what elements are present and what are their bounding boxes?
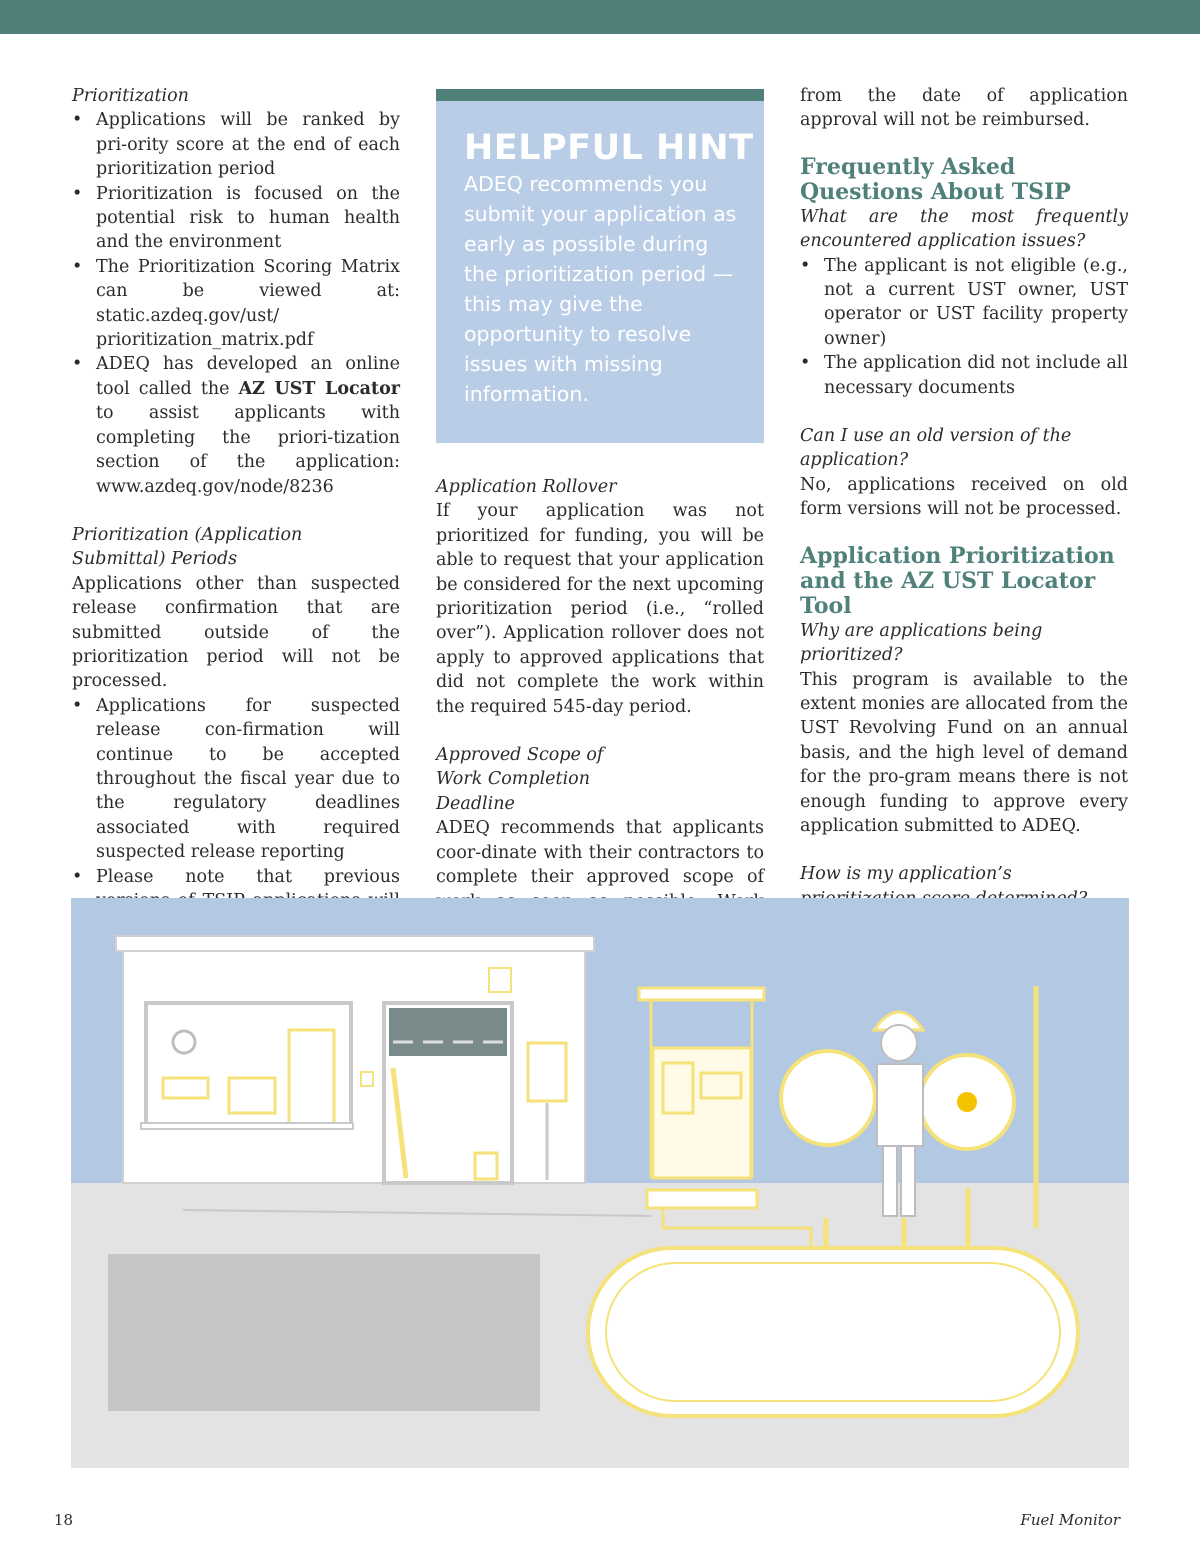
list-item: • Applications will be ranked by pri-ority score at the end of each prioritization period [72,108,400,181]
list-item: • The application did not include all necessary documents [800,351,1128,400]
q1-list [800,254,1128,400]
top-color-bar [0,0,1200,34]
list-item: • The Prioritization Scoring Matrix can be viewed at: static.azdeq.gov/ust/ prioritization_matrix.pdf [72,255,400,353]
locator-text-post: to assist applicants with completing the priori-tization section of the application: www.azdeq.gov/node/8236 [96,403,400,497]
answer-3: This program is available to the extent monies are allocated from the UST Revolving Fund on an annual basis, and the high level of demand for the pro-gram means there is not enough funding to approve every application submitted to ADEQ. [800,669,1128,836]
question-2: Can I use an old version of the application? [800,426,1072,471]
faq-title: Frequently Asked Questions About TSIP [800,153,1071,205]
question-3: Why are applications being prioritized? [800,620,1043,666]
rollover-heading: Application Rollover [436,477,617,497]
helpful-hint-box [436,89,764,443]
gas-station-illustration [71,898,1129,1468]
rollover-text: If your application was not prioritized for funding, you will be able to request that your application be considered for the next upcoming prioritization period (i.e., “rolled over”). Application rollover does not apply to approved applications that did not complete the work within the required 545-day period. [436,501,764,717]
column-middle [436,475,764,938]
buried-slab [108,1254,540,1411]
list-item-locator [72,352,400,498]
hint-top-strip [436,89,764,101]
prioritization-list [72,108,400,499]
list-item: • Applications for suspected release con-firmation will continue to be accepted throughout the fiscal year due to the regulatory deadlines associated with required suspected release reporting [72,694,400,865]
hint-body: ADEQ recommends you submit your application as early as possible during the prioritization period — this may give the opportunity to resolve issues with missing information. [464,172,737,406]
periods-heading: Prioritization (Application Submittal) Periods [72,524,303,570]
continued-text: from the date of application approval will not be reimbursed. [800,86,1128,131]
list-item: • Prioritization is focused on the potential risk to human health and the environment [72,182,400,255]
column-left [72,84,400,987]
scope-heading: Approved Scope of Work Completion Deadline [436,745,604,814]
apt-title: Application Prioritization and the AZ UST Locator Tool [800,542,1115,619]
hint-title: HELPFUL HINT [464,128,754,168]
clock-icon [173,1031,195,1053]
question-4: How is my application’s [800,864,1012,885]
prioritization-heading: Prioritization [72,86,189,106]
list-item: • Please note that previous [72,865,400,987]
page-number: 18 [54,1511,74,1529]
list-item: • The applicant is not eligible (e.g., not a current UST owner, UST operator or UST facility property owner) [800,254,1128,352]
question-1: What are the most frequently encountered application issues? [800,206,1128,252]
publication-title: Fuel Monitor [1020,1511,1120,1529]
locator-text-pre: ADEQ has developed an online tool called the [96,354,400,399]
periods-text: Applications other than suspected release confirmation that are submitted outside of the prioritization period will not be processed. [72,573,400,692]
answer-2: No, applications received on old form versions will not be processed. [800,474,1128,520]
locator-name: AZ UST Locator [238,378,400,399]
underground-tank [588,1248,1078,1416]
scope-text: ADEQ recommends that applicants coor-dinate with their contractors to complete their approved scope of [436,818,764,888]
column-right [800,84,1128,984]
station-building [116,936,594,1183]
